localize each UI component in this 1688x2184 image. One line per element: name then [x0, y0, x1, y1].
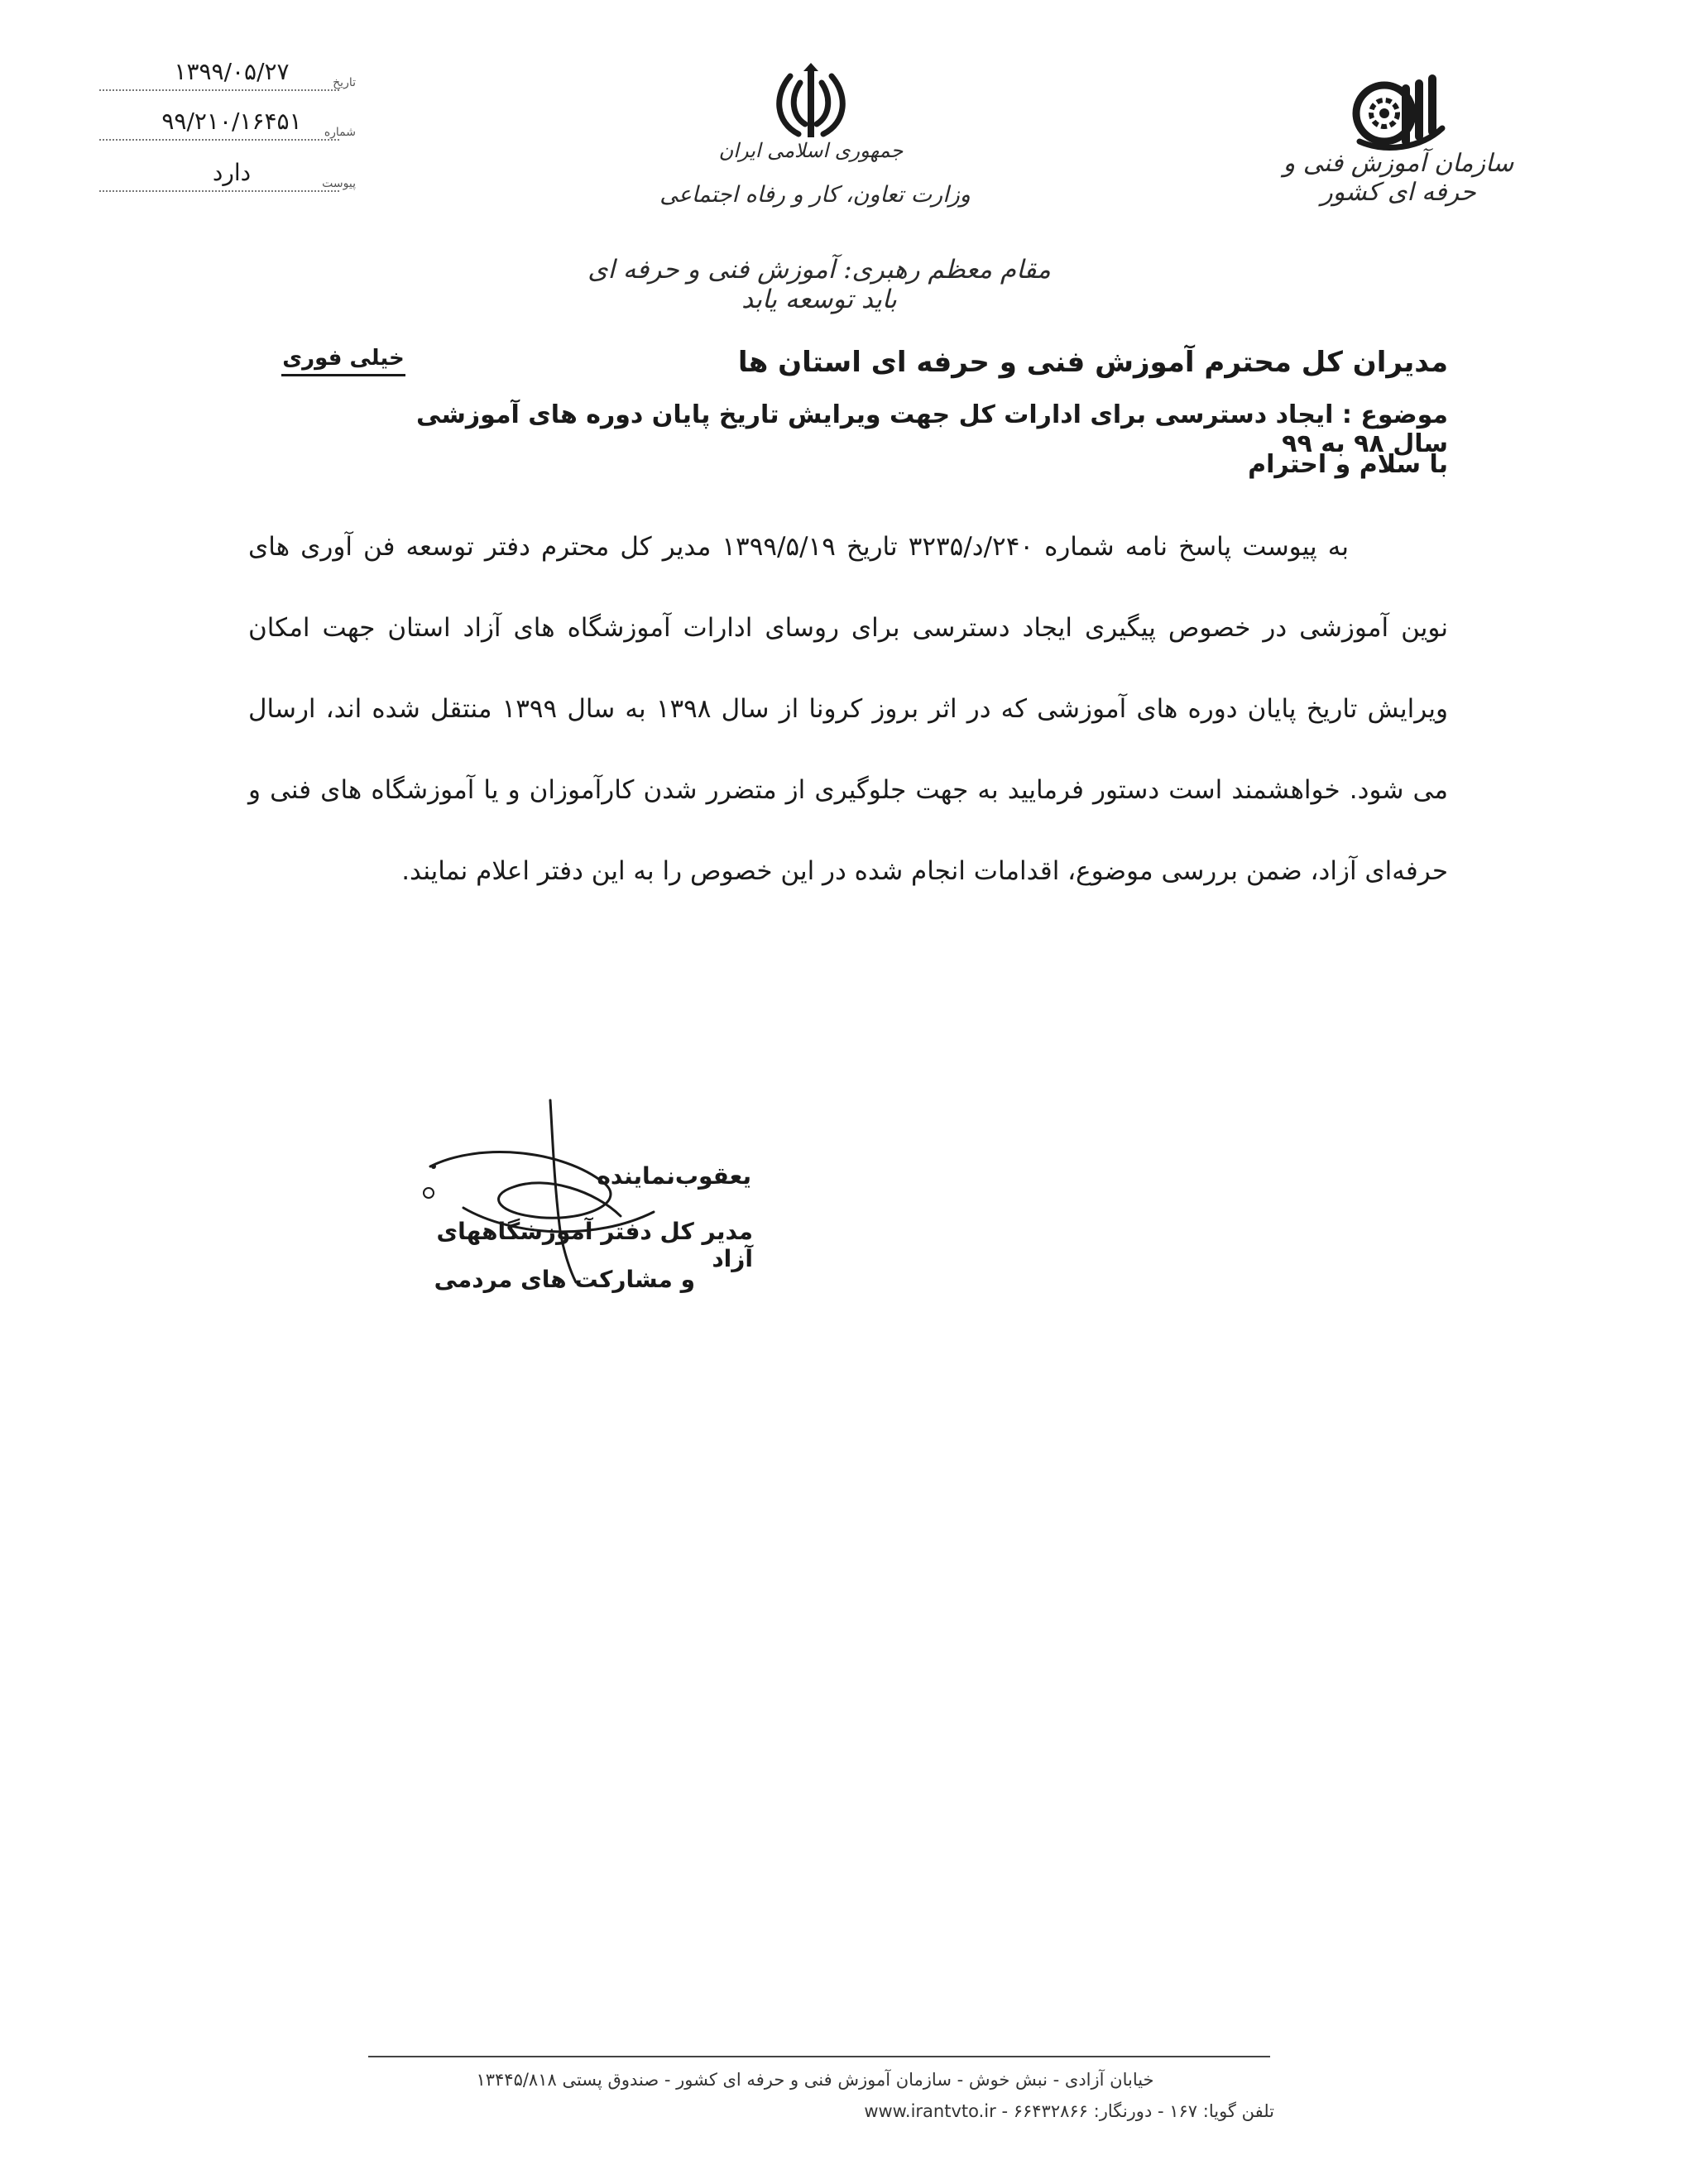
- motto: مقام معظم رهبری: آموزش فنی و حرفه ای باید توسعه یابد: [587, 255, 1051, 314]
- recipient-heading: مدیران کل محترم آموزش فنی و حرفه ای استان ها: [737, 346, 1448, 379]
- letter-date-label: تاریخ: [333, 76, 356, 89]
- organization-logo-icon: [1345, 70, 1452, 157]
- greeting: با سلام و احترام: [1248, 450, 1448, 479]
- dotted-line: [99, 139, 339, 141]
- footer-divider: [368, 2056, 1270, 2057]
- letter-attachment-label: پیوست: [322, 177, 356, 190]
- footer-contact: تلفن گویا: ۱۶۷ - دورنگار: ۶۶۴۳۲۸۶۶ - www.irantvto.ir: [864, 2101, 1274, 2121]
- dotted-line: [99, 190, 339, 192]
- letter-date-field: [99, 58, 356, 91]
- letter-attachment-field: [99, 159, 356, 192]
- letter-number: ۹۹/۲۱۰/۱۶۴۵۱: [161, 108, 302, 135]
- ministry-name: وزارت تعاون، کار و رفاه اجتماعی: [659, 182, 971, 208]
- urgency-label: خیلی فوری: [281, 346, 405, 376]
- subject-line: موضوع : ایجاد دسترسی برای ادارات کل جهت ویرایش تاریخ پایان دوره های آموزشی سال ۹۸ به ۹۹: [416, 400, 1448, 458]
- republic-name: جمهوری اسلامی ایران: [718, 139, 904, 162]
- letter-date: ۱۳۹۹/۰۵/۲۷: [174, 58, 290, 85]
- letter-attachment: دارد: [212, 159, 252, 186]
- signatory-title: مدیر کل دفتر آموزشگاههای آزاد: [436, 1218, 753, 1272]
- footer-address: خیابان آزادی - نبش خوش - سازمان آموزش فنی و حرفه ای کشور - صندوق پستی ۱۳۴۴۵/۸۱۸: [476, 2070, 1154, 2090]
- letter-number-field: [99, 108, 356, 141]
- signatory-title-2: و مشارکت های مردمی: [434, 1266, 695, 1293]
- iran-emblem-icon: [765, 58, 856, 149]
- letter-body: به پیوست پاسخ نامه شماره ۲۴۰/د/۳۲۳۵ تاریخ ۱۳۹۹/۵/۱۹ مدیر کل محترم دفتر توسعه فن آوری های نوین آموزشی در خصوص پیگیری ایجاد دسترسی برای روسای ادارات آموزشگاه های آزاد استان جهت امکان ویرایش تاریخ پایان دوره های آموزشی که در اثر بروز کرونا از سال ۱۳۹۸ به سال ۱۳۹۹ منتقل شده اند، ارسال می شود. خواهشمند است دستور فرمایید به جهت جلوگیری از متضرر شدن کارآموزان و یا آموزشگاه های فنی و حرفه‌ای آزاد، ضمن بررسی موضوع، اقدامات انجام شده در این خصوص را به این دفتر اعلام نمایند.: [248, 532, 1448, 886]
- organization-name: سازمان آموزش فنی و حرفه ای کشور: [1283, 149, 1514, 207]
- dotted-line: [99, 89, 339, 91]
- letter-number-label: شماره: [324, 126, 356, 139]
- signatory-name: یعقوب‌نماینده: [597, 1162, 751, 1190]
